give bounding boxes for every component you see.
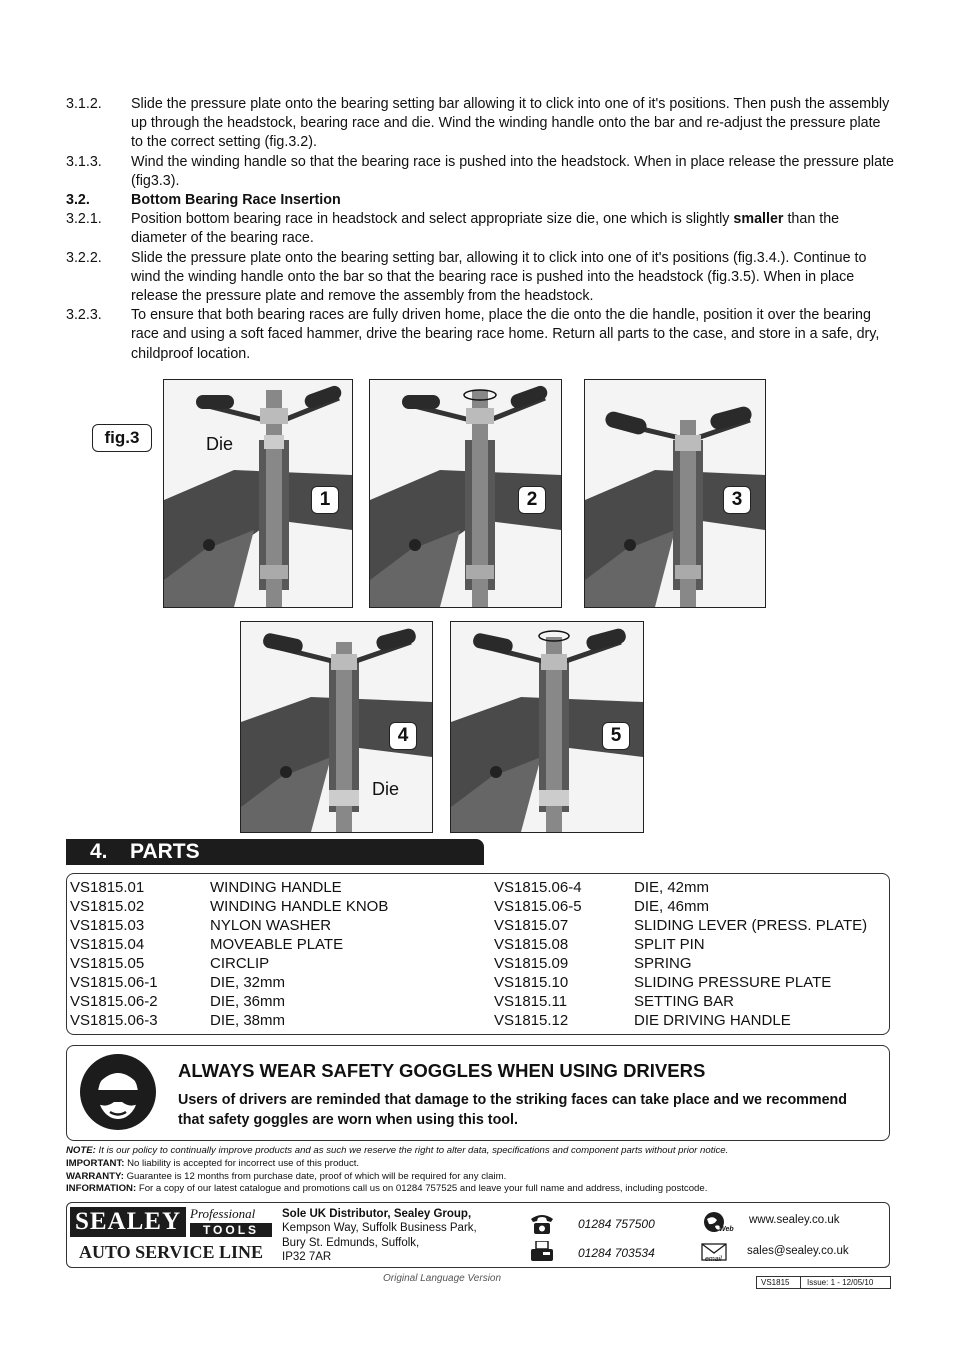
email-link[interactable]: sales@sealey.co.uk: [747, 1245, 849, 1257]
website-link[interactable]: www.sealey.co.uk: [749, 1214, 840, 1226]
section-title: PARTS: [130, 840, 200, 863]
web-icon-label: Web: [719, 1226, 734, 1233]
step-text: [131, 210, 896, 248]
step-number: 3.1.2.: [66, 96, 102, 112]
step-3-1-3: [66, 153, 896, 191]
step-3-2-3: [66, 306, 896, 364]
die-label: Die: [372, 779, 400, 799]
part-code: VS1815.10: [494, 974, 569, 991]
step-text: Wind the winding handle so that the bearing race is pushed into the headstock. When in place release the pressure plate (fig3.3).: [131, 153, 894, 189]
information-line: [66, 1183, 896, 1196]
phone-number[interactable]: 01284 757500: [578, 1217, 655, 1231]
legal-notes: [66, 1145, 896, 1196]
part-code: VS1815.01: [70, 879, 145, 896]
telephone-icon: [529, 1213, 555, 1240]
part-code: VS1815.05: [70, 955, 145, 972]
part-code: VS1815.02: [70, 898, 145, 915]
parts-section-header: [66, 839, 484, 865]
safety-title: ALWAYS WEAR SAFETY GOGGLES WHEN USING DRIVERS: [178, 1060, 706, 1081]
note-text: It is our policy to continually improve products and as such we reserve the right to alter data, specifications and component parts without prior notice.: [95, 1145, 729, 1156]
part-name: DIE, 46mm: [634, 898, 710, 915]
address-line-3: IP32 7AR: [282, 1251, 332, 1263]
parts-names-right: [634, 878, 867, 1030]
parts-table: [66, 873, 890, 1035]
part-code: VS1815.06-5: [494, 898, 582, 915]
part-code: VS1815.04: [70, 936, 145, 953]
warranty-text: Guarantee is 12 months from purchase date, proof of which will be required for any claim.: [123, 1170, 507, 1182]
logo-brand: SEALEY: [70, 1207, 186, 1237]
figure-number-4: 4: [389, 722, 417, 750]
distributor-title: Sole UK Distributor, Sealey Group,: [282, 1208, 472, 1220]
warranty-line: [66, 1171, 896, 1184]
address-line-2: Bury St. Edmunds, Suffolk,: [282, 1237, 420, 1249]
part-code: VS1815.11: [494, 993, 568, 1010]
safety-goggles-icon: [80, 1054, 156, 1135]
information-label: INFORMATION:: [66, 1183, 137, 1195]
figure-number-1: 1: [311, 486, 339, 514]
sealey-logo: [70, 1207, 272, 1263]
issue-number: Issue: 1 - 12/05/10: [807, 1278, 874, 1287]
logo-script: Professional: [190, 1206, 256, 1221]
language-note: Original Language Version: [383, 1273, 502, 1284]
part-name: DIE, 32mm: [210, 974, 286, 991]
model-number: VS1815: [761, 1278, 790, 1287]
address-line-1: Kempson Way, Suffolk Business Park,: [282, 1222, 477, 1234]
step-number: 3.1.3.: [66, 153, 102, 170]
part-code: VS1815.06-2: [70, 993, 158, 1010]
part-name: DIE, 36mm: [210, 993, 286, 1010]
part-name: WINDING HANDLE KNOB: [210, 898, 389, 915]
die-label: Die: [206, 434, 234, 454]
step-3-1-2: [66, 95, 896, 153]
part-name: SPLIT PIN: [634, 936, 705, 953]
step-number: 3.2.1.: [66, 211, 102, 228]
part-code: VS1815.06-3: [70, 1012, 158, 1029]
fax-number[interactable]: 01284 703534: [578, 1246, 655, 1260]
parts-codes-left: [70, 878, 158, 1030]
part-code: VS1815.06-4: [494, 879, 582, 896]
part-name: SLIDING LEVER (PRESS. PLATE): [634, 917, 868, 934]
part-code: VS1815.12: [494, 1012, 569, 1029]
important-text: No liability is accepted for incorrect use of this product.: [124, 1157, 360, 1169]
figure-tag: fig.3: [92, 424, 152, 452]
parts-names-left: [210, 878, 388, 1030]
figure-number-5: 5: [602, 722, 630, 750]
part-name: SPRING: [634, 955, 692, 972]
part-code: VS1815.03: [70, 917, 145, 934]
step-3-2-2: [66, 249, 896, 307]
email-icon-label: email: [705, 1256, 722, 1263]
footer-contact-box: [66, 1202, 890, 1268]
part-name: DIE DRIVING HANDLE: [634, 1012, 791, 1029]
step-3-2-1: [66, 210, 896, 248]
issue-box: [756, 1276, 891, 1289]
information-text: For a copy of our latest catalogue and promotions call us on 01284 757525 and leave your full name and address, including postcode.: [136, 1183, 708, 1195]
logo-service-line: AUTO SERVICE LINE: [78, 1242, 264, 1262]
section-title: Bottom Bearing Race Insertion: [131, 192, 341, 209]
figure-number-3: 3: [723, 486, 751, 514]
part-code: VS1815.07: [494, 917, 569, 934]
step-number: 3.2.3.: [66, 307, 102, 324]
part-name: SLIDING PRESSURE PLATE: [634, 974, 832, 991]
part-name: DIE, 38mm: [210, 1012, 286, 1029]
part-name: CIRCLIP: [210, 955, 270, 972]
part-name: WINDING HANDLE: [210, 879, 342, 896]
note-line: [66, 1145, 896, 1158]
step-text-part: Position bottom bearing race in headstock and select appropriate size die, one which is slightly: [131, 211, 734, 228]
part-code: VS1815.08: [494, 936, 569, 953]
step-text: To ensure that both bearing races are fully driven home, place the die onto the die handle, position it over the bearing race and using a soft faced hammer, drive the bearing race home. Return all parts to the case, and store in a safe, dry, childproof location.: [131, 307, 880, 362]
warranty-label: WARRANTY:: [66, 1170, 124, 1182]
part-code: VS1815.09: [494, 955, 569, 972]
parts-codes-right: [494, 878, 582, 1030]
part-name: NYLON WASHER: [210, 917, 332, 934]
logo-tools: TOOLS: [190, 1223, 272, 1237]
section-3-2-heading: [66, 191, 896, 210]
note-label: NOTE:: [66, 1145, 96, 1156]
issue-divider: [800, 1277, 801, 1288]
part-code: VS1815.06-1: [70, 974, 158, 991]
step-text: Slide the pressure plate onto the bearing setting bar allowing it to click into one of it's positions. Then push the assembly up through the headstock, bearing race and die. Wind the winding handle onto the bar and re-adjust the pressure plate to the correct setting (fig.3.2).: [131, 96, 890, 151]
step-text: Slide the pressure plate onto the bearing setting bar, allowing it to click into one of it's positions (fig.3.4.). Continue to wind the winding handle onto the bar so that the bearing race is pushed into the headstock (fig.3.5). When in place release the pressure plate and remove the assembly from the headstock.: [131, 249, 867, 305]
part-name: SETTING BAR: [634, 993, 735, 1010]
step-number: 3.2.: [66, 192, 90, 209]
part-name: MOVEABLE PLATE: [210, 936, 344, 953]
step-text-emphasis: smaller: [733, 211, 784, 228]
figure-number-2: 2: [518, 486, 546, 514]
step-number: 3.2.2.: [66, 249, 102, 266]
step-text-part: than the diameter of the bearing race.: [131, 211, 840, 247]
safety-text: Users of drivers are reminded that damage to the striking faces can take place and we recommend that safety goggles are worn when using this tool.: [178, 1092, 848, 1128]
important-line: [66, 1158, 896, 1171]
section-number: 4.: [90, 840, 108, 863]
instructions: [66, 95, 896, 364]
fax-icon: [529, 1241, 555, 1268]
part-name: DIE, 42mm: [634, 879, 710, 896]
important-label: IMPORTANT:: [66, 1157, 125, 1169]
